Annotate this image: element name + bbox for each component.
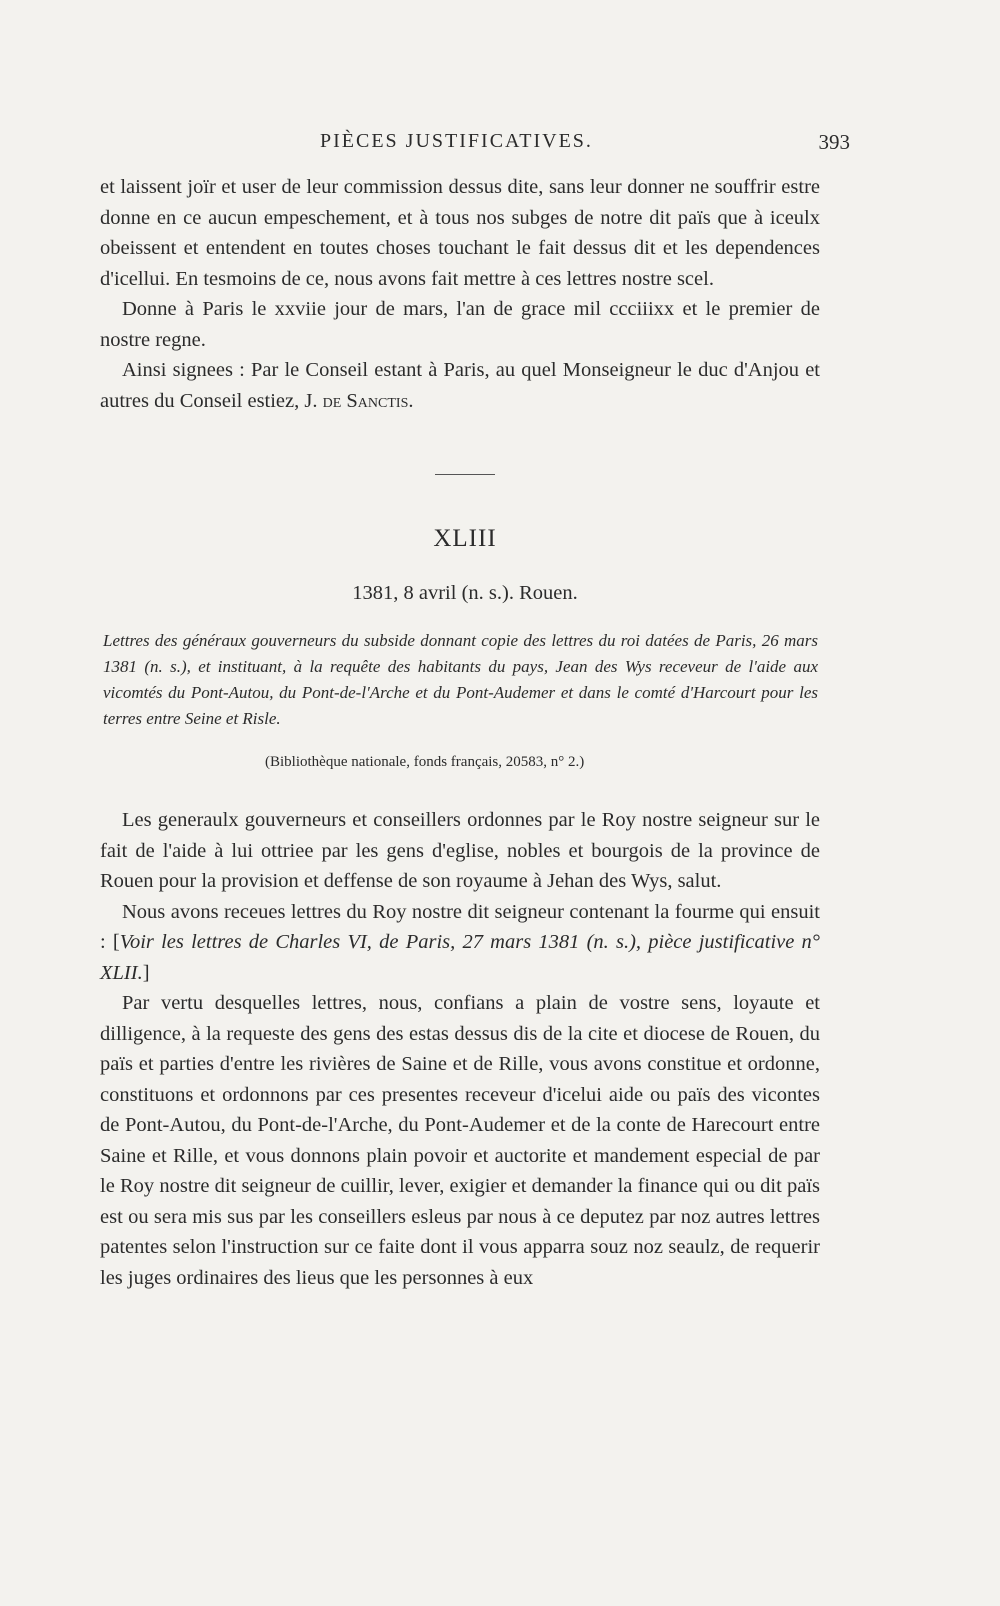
signature-end: . bbox=[408, 389, 414, 412]
top-paragraph-2: Donne à Paris le xxviie jour de mars, l'an de grace mil ccciiixx et le premier de nostre regne. bbox=[100, 298, 820, 351]
running-head: PIÈCES JUSTIFICATIVES. bbox=[320, 130, 593, 152]
document-number: XLIII bbox=[433, 525, 497, 552]
document-summary: Lettres des généraux gouverneurs du subside donnant copie des lettres du roi datées de Paris, 26 mars 1381 (n. s.), et instituant, à la requête des habitants du pays, Jean des Wys receveur de l'aide aux vicomtés du Pont-Autou, du Pont-de-l'Arche et du Pont-Audemer et dans le comté d'Harcourt pour les terres entre Seine et Risle. bbox=[103, 631, 818, 728]
editorial-note: Voir les lettres de Charles VI, de Paris, 27 mars 1381 (n. s.), pièce justificative n° XLII. bbox=[100, 931, 820, 984]
body-text bbox=[100, 805, 820, 1293]
body-paragraph-3: Par vertu desquelles lettres, nous, confians a plain de vostre sens, loyaute et dilligence, à la requeste des gens des estas dessus dis de la cite et diocese de Rouen, du païs et parties d'entre les rivières de Saine et de Rille, vous avons constitue et ordonne, constituons et ordonnons par ces presentes receveur d'icelui aide ou païs des vicontes de Pont-Autou, du Pont-de-l'Arche, du Pont-Audemer et de la conte de Harecourt entre Saine et Rille, et vous donnons plain povoir et auctorite et mandement especial de par le Roy nostre dit seigneur de cuillir, lever, exigier et demander la finance qui ou dit païs est ou sera mis sus par les conseillers esleus par nous à ce deputez par noz autres lettres patentes selon l'instruction sur ce faite dont il vous apparra souz noz seaulz, de requerir les juges ordinaires des lieus que les personnes à eux bbox=[100, 992, 820, 1289]
signatory-name: de Sanctis bbox=[322, 389, 409, 412]
top-paragraph-1: et laissent joïr et user de leur commission dessus dite, sans leur donner ne souffrir estre donne en ce aucun empeschement, et à tous nos subges de notre dit païs que à iceulx obeissent et entendent en toutes choses touchant le fait dessus dit et les dependences d'icellui. En tesmoins de ce, nous avons fait mettre à ces lettres nostre scel. bbox=[100, 176, 820, 290]
page-number: 393 bbox=[818, 130, 850, 154]
body-paragraph-2 bbox=[100, 897, 820, 989]
body-paragraph-2-end: ] bbox=[142, 961, 150, 984]
document-source: (Bibliothèque nationale, fonds français, 20583, n° 2.) bbox=[265, 754, 585, 770]
document-date: 1381, 8 avril (n. s.). Rouen. bbox=[352, 582, 578, 604]
body-paragraph-1: Les generaulx gouverneurs et conseillers ordonnes par le Roy nostre seigneur sur le fait de l'aide à lui ottriee par les gens d'eglise, nobles et bourgois de la province de Rouen pour la provision et deffense de son royaume à Jehan des Wys, salut. bbox=[100, 809, 820, 892]
signature-text: Ainsi signees : Par le Conseil estant à Paris, au quel Monseigneur le duc d'Anjou et autres du Conseil estiez, J. bbox=[100, 359, 820, 412]
section-divider bbox=[435, 474, 495, 475]
top-paragraph-3 bbox=[100, 355, 820, 416]
body-paragraph-2-start: Nous avons receues lettres du Roy nostre dit seigneur contenant la fourme qui ensuit : [ bbox=[100, 900, 820, 953]
top-text bbox=[100, 172, 820, 416]
